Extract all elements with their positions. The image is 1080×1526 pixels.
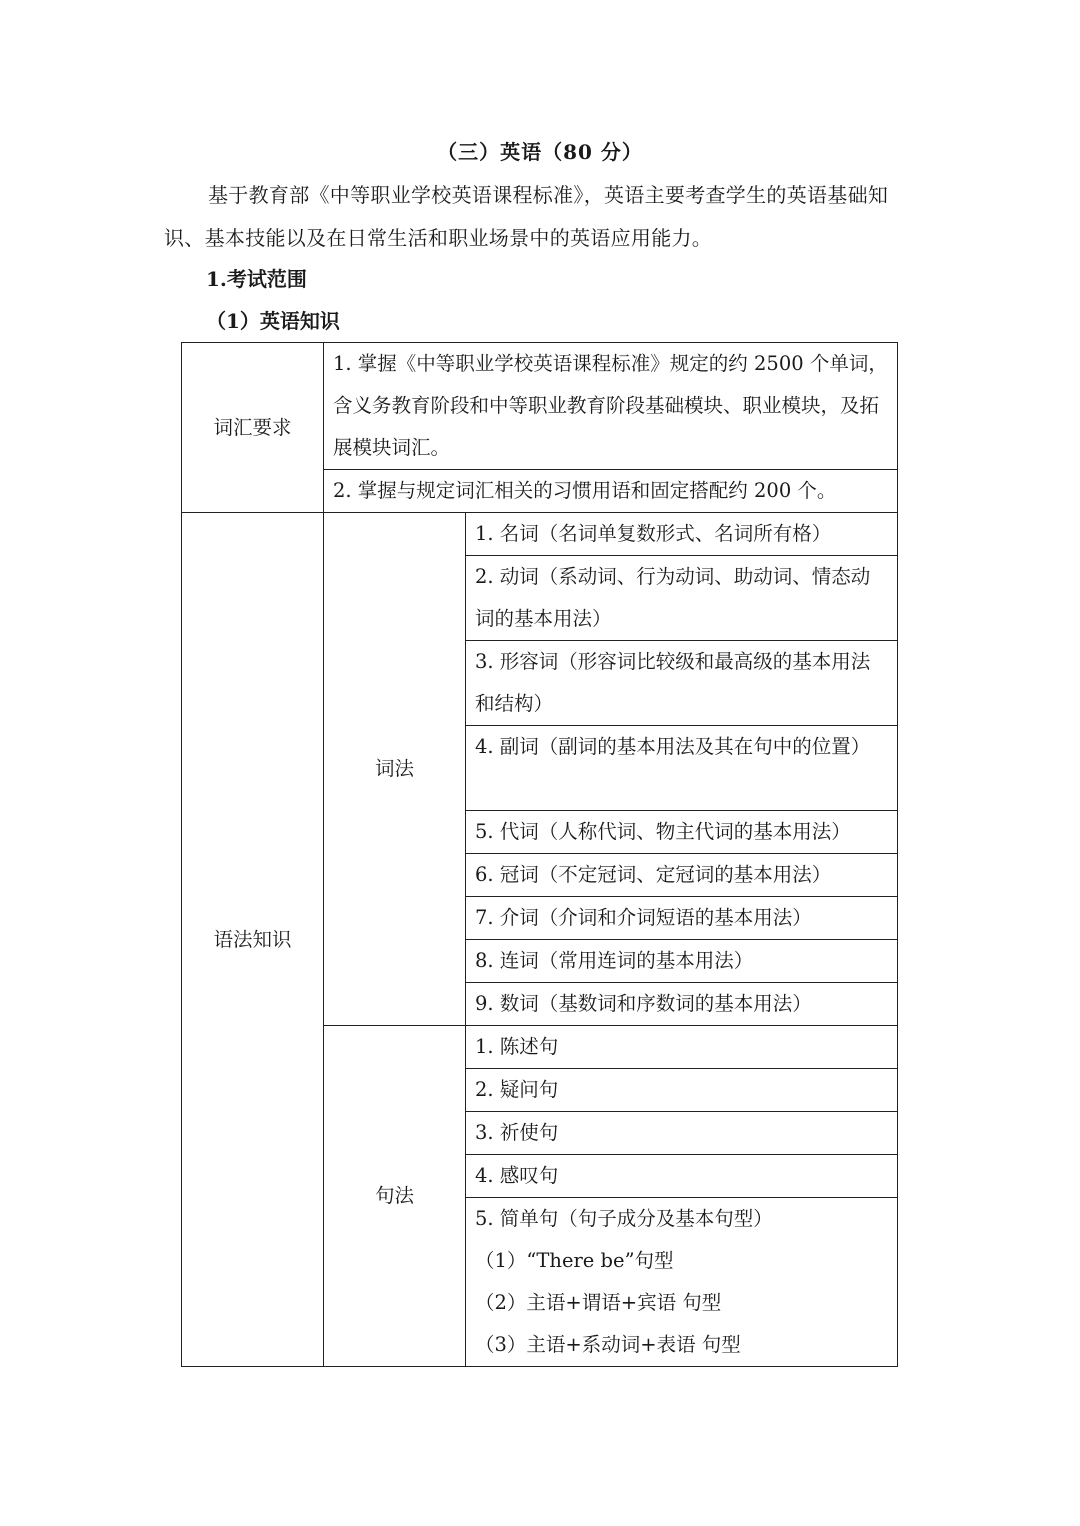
morphology-item-3: 3. 形容词（形容词比较级和最高级的基本用法和结构） bbox=[466, 641, 898, 726]
morphology-item-9: 9. 数词（基数词和序数词的基本用法） bbox=[466, 983, 898, 1026]
vocab-item-1: 1. 掌握《中等职业学校英语课程标准》规定的约 2500 个单词，含义务教育阶段和中等职业教育阶段基础模块、职业模块，及拓展模块词汇。 bbox=[324, 343, 898, 470]
vocab-item-2: 2. 掌握与规定词汇相关的习惯用语和固定搭配约 200 个。 bbox=[324, 470, 898, 513]
sentence-pattern-2: （2）主语+谓语+宾语 句型 bbox=[475, 1291, 722, 1314]
scope-heading: 1.考试范围 bbox=[206, 267, 307, 291]
morphology-item-1: 1. 名词（名词单复数形式、名词所有格） bbox=[466, 513, 898, 556]
syntax-label-cell: 句法 bbox=[324, 1026, 466, 1367]
simple-sentence-title: 5. 简单句（句子成分及基本句型） bbox=[475, 1207, 773, 1230]
syntax-item-5 bbox=[466, 1198, 898, 1367]
intro-paragraph: 基于教育部《中等职业学校英语课程标准》，英语主要考查学生的英语基础知识、基本技能以及在日常生活和职业场景中的英语应用能力。 bbox=[164, 183, 889, 250]
morphology-label-cell: 词法 bbox=[324, 513, 466, 1026]
knowledge-heading: （1）英语知识 bbox=[206, 309, 340, 333]
syntax-item-2: 2. 疑问句 bbox=[466, 1069, 898, 1112]
syntax-item-3: 3. 祈使句 bbox=[466, 1112, 898, 1155]
syntax-item-1: 1. 陈述句 bbox=[466, 1026, 898, 1069]
morphology-item-6: 6. 冠词（不定冠词、定冠词的基本用法） bbox=[466, 854, 898, 897]
morphology-item-5: 5. 代词（人称代词、物主代词的基本用法） bbox=[466, 811, 898, 854]
morphology-item-8: 8. 连词（常用连词的基本用法） bbox=[466, 940, 898, 983]
vocab-category-cell: 词汇要求 bbox=[182, 343, 324, 513]
table-row bbox=[182, 513, 898, 556]
sentence-pattern-3: （3）主语+系动词+表语 句型 bbox=[475, 1333, 741, 1356]
morphology-item-2: 2. 动词（系动词、行为动词、助动词、情态动词的基本用法） bbox=[466, 556, 898, 641]
grammar-category-cell: 语法知识 bbox=[182, 513, 324, 1367]
table-row bbox=[182, 343, 898, 470]
page-title: （三）英语（80 分） bbox=[437, 140, 643, 164]
english-knowledge-table bbox=[181, 342, 898, 1367]
morphology-item-7: 7. 介词（介词和介词短语的基本用法） bbox=[466, 897, 898, 940]
sentence-pattern-1: （1）“There be”句型 bbox=[475, 1249, 674, 1272]
syntax-item-4: 4. 感叹句 bbox=[466, 1155, 898, 1198]
morphology-item-4: 4. 副词（副词的基本用法及其在句中的位置） bbox=[466, 726, 898, 811]
